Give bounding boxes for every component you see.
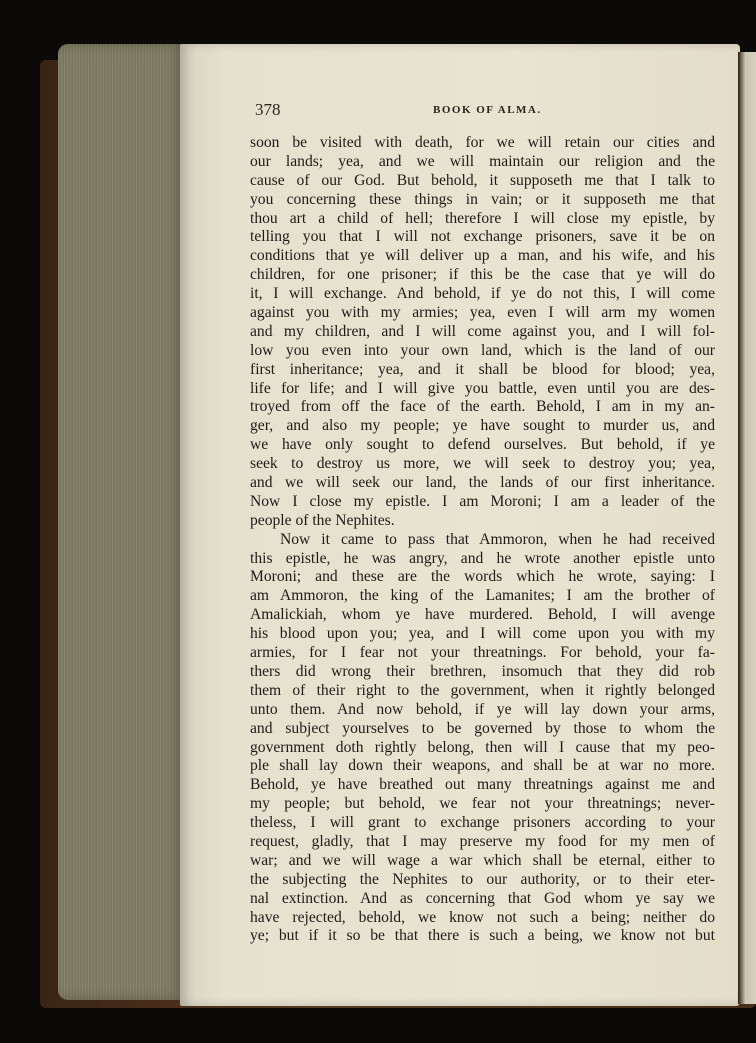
text-line: nal extinction. And as concerning that God whom ye say we	[250, 889, 715, 907]
text-line: troyed from off the face of the earth. Behold, I am in my an-	[250, 398, 715, 416]
text-line: conditions that ye will deliver up a man, and his wife, and his	[250, 247, 715, 265]
facing-page-edge	[738, 52, 756, 1004]
text-line: we have only sought to defend ourselves. But behold, if ye	[250, 436, 715, 454]
text-line: cause of our God. But behold, it supposeth me that I talk to	[250, 171, 715, 189]
text-line: thers did wrong their brethren, insomuch that they did rob	[250, 662, 715, 680]
text-line: his blood upon you; yea, and I will come upon you with my	[250, 625, 715, 643]
text-line: life for life; and I will give you battle, even until you are des-	[250, 379, 715, 397]
text-line: unto them. And now behold, if ye will lay down your arms,	[250, 700, 715, 718]
text-line: against you with my armies; yea, even I will arm my women	[250, 304, 715, 322]
text-line: theless, I will grant to exchange prisoners according to your	[250, 814, 715, 832]
text-line: and my children, and I will come against you, and I will fol-	[250, 322, 715, 340]
page-header	[255, 100, 715, 122]
text-line: war; and we will wage a war which shall be eternal, either to	[250, 851, 715, 869]
text-line: it, I will exchange. And behold, if ye do not this, I will come	[250, 285, 715, 303]
text-line: and subject yourselves to be governed by those to whom the	[250, 719, 715, 737]
page-number: 378	[255, 100, 281, 119]
paragraph-start-line: Now it came to pass that Ammoron, when he had received	[280, 530, 715, 548]
page-edges	[58, 44, 186, 1000]
text-line: the subjecting the Nephites to our authority, or to their eter-	[250, 870, 715, 888]
text-line: and we will seek our land, the lands of our first inheritance.	[250, 474, 715, 492]
text-line: our lands; yea, and we will maintain our religion and the	[250, 152, 715, 170]
text-line: ger, and also my people; ye have sought to murder us, and	[250, 417, 715, 435]
text-line: my people; but behold, we fear not your threatnings; never-	[250, 795, 715, 813]
text-line: government doth rightly belong, then will I cause that my peo-	[250, 738, 715, 756]
text-line: Now I close my epistle. I am Moroni; I am a leader of the	[250, 492, 715, 510]
text-line: Amalickiah, whom ye have murdered. Behold, I will avenge	[250, 606, 715, 624]
text-line: you concerning these things in vain; or it supposeth me that	[250, 190, 715, 208]
text-line: this epistle, he was angry, and he wrote another epistle unto	[250, 549, 715, 567]
text-line: soon be visited with death, for we will retain our cities and	[250, 134, 715, 151]
body-text	[250, 134, 715, 946]
text-line: am Ammoron, the king of the Lamanites; I am the brother of	[250, 587, 715, 605]
paragraph-end-line: people of the Nephites.	[250, 511, 395, 529]
text-line: Behold, ye have breathed out many threatnings against me and	[250, 776, 715, 794]
text-line: children, for one prisoner; if this be the case that ye will do	[250, 266, 715, 284]
text-line: have rejected, behold, we know not such a being; neither do	[250, 908, 715, 926]
text-line: low you even into your own land, which is the land of our	[250, 341, 715, 359]
text-line: telling you that I will not exchange prisoners, save it be on	[250, 228, 715, 246]
text-line: them of their right to the government, when it rightly belonged	[250, 681, 715, 699]
text-line: ye; but if it so be that there is such a being, we know not but	[250, 927, 715, 945]
text-line: ple shall lay down their weapons, and shall be at war no more.	[250, 757, 715, 775]
text-line: thou art a child of hell; therefore I will close my epistle, by	[250, 209, 715, 227]
text-line: first inheritance; yea, and it shall be blood for blood; yea,	[250, 360, 715, 378]
running-head: BOOK OF ALMA.	[433, 104, 542, 116]
text-line: Moroni; and these are the words which he wrote, saying: I	[250, 568, 715, 586]
text-line: request, gladly, that I may preserve my food for my men of	[250, 832, 715, 850]
text-line: seek to destroy us more, we will seek to destroy you; yea,	[250, 455, 715, 473]
text-line: armies, for I fear not your threatnings. For behold, your fa-	[250, 644, 715, 662]
